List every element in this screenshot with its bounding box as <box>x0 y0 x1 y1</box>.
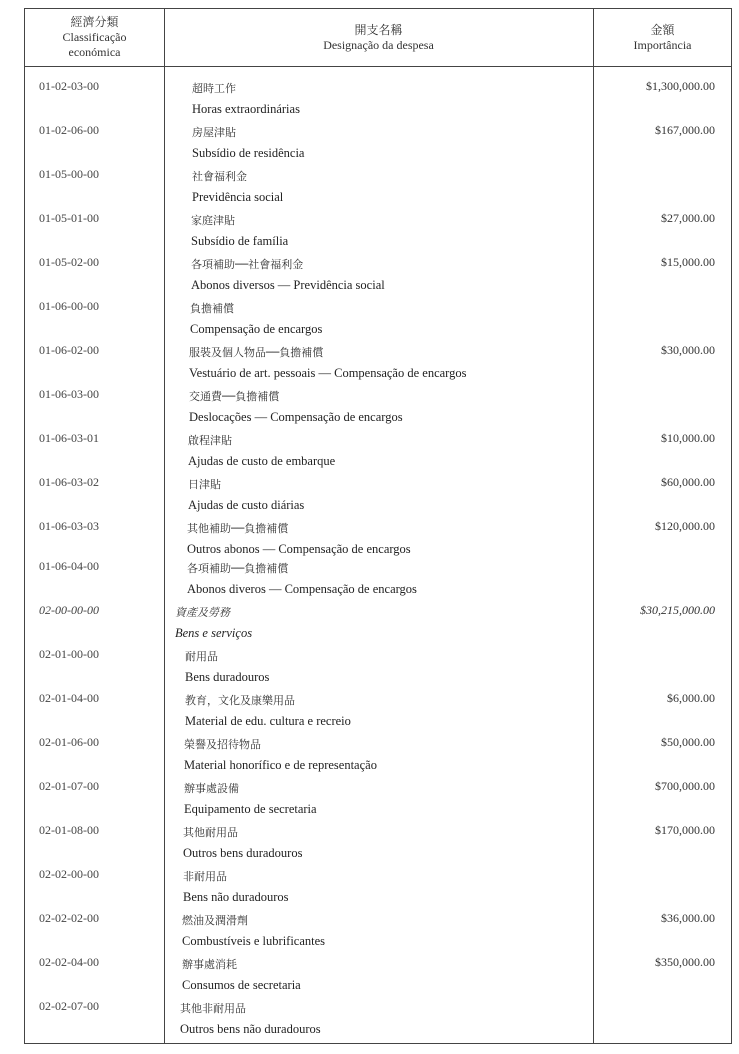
row-code: 02-02-07-00 <box>39 999 99 1013</box>
row-amount: $36,000.00 <box>661 911 715 925</box>
row-amount: $167,000.00 <box>655 123 715 137</box>
table-row <box>25 911 731 955</box>
row-code: 02-01-00-00 <box>39 647 99 661</box>
row-designation-zh: 啟程津貼 <box>188 434 232 447</box>
row-code: 01-05-01-00 <box>39 211 99 225</box>
row-code: 02-01-07-00 <box>39 779 99 793</box>
row-designation-pt: Abonos diveros — Compensação de encargos <box>187 582 417 596</box>
row-amount: $30,000.00 <box>661 343 715 357</box>
row-designation-pt: Outros abonos — Compensação de encargos <box>187 542 411 556</box>
row-designation-pt: Vestuário de art. pessoais — Compensação de encargos <box>189 366 467 380</box>
row-designation <box>192 79 300 119</box>
row-code: 01-06-03-00 <box>39 387 99 401</box>
row-designation <box>191 255 385 295</box>
row-designation <box>192 123 304 163</box>
row-designation-pt: Material honorífico e de representação <box>184 758 377 772</box>
row-designation <box>184 779 317 819</box>
row-code: 02-02-00-00 <box>39 867 99 881</box>
row-designation-zh: 其他補助──負擔補償 <box>187 522 289 535</box>
row-designation <box>183 823 302 863</box>
row-code: 01-05-02-00 <box>39 255 99 269</box>
table-row <box>25 343 731 387</box>
row-designation <box>189 343 466 383</box>
table-row <box>25 779 731 823</box>
table-row <box>25 955 731 999</box>
table-row <box>25 999 731 1043</box>
row-amount: $50,000.00 <box>661 735 715 749</box>
row-code: 02-01-06-00 <box>39 735 99 749</box>
row-designation-zh: 辦事處設備 <box>184 782 239 795</box>
row-code: 01-06-03-03 <box>39 519 99 533</box>
row-designation-zh: 各項補助──負擔補償 <box>187 562 289 575</box>
row-amount: $27,000.00 <box>661 211 715 225</box>
row-code: 01-06-00-00 <box>39 299 99 313</box>
table-row <box>25 123 731 167</box>
table-row <box>25 387 731 431</box>
row-designation-pt: Ajudas de custo de embarque <box>188 454 336 468</box>
row-designation <box>189 387 403 427</box>
row-designation-pt: Outros bens duradouros <box>183 846 303 860</box>
table-row <box>25 735 731 779</box>
row-designation-zh: 交通費──負擔補償 <box>189 390 280 403</box>
row-designation-pt: Ajudas de custo diárias <box>188 498 305 512</box>
row-designation-pt: Bens duradouros <box>185 670 270 684</box>
row-designation <box>182 955 301 995</box>
table-row <box>25 559 731 603</box>
table-row <box>25 475 731 519</box>
row-designation-zh: 資產及勞務 <box>175 606 230 619</box>
row-amount: $120,000.00 <box>655 519 715 533</box>
row-designation-pt: Combustíveis e lubrificantes <box>182 934 326 948</box>
row-designation-zh: 燃油及潤滑劑 <box>182 914 248 927</box>
row-designation-pt: Bens e serviços <box>175 626 253 640</box>
row-code: 02-01-04-00 <box>39 691 99 705</box>
budget-table <box>24 8 732 1044</box>
table-row <box>25 519 731 563</box>
row-designation <box>183 867 289 907</box>
row-designation-pt: Outros bens não duradouros <box>180 1022 321 1036</box>
row-code: 01-06-04-00 <box>39 559 99 573</box>
row-designation <box>185 691 351 731</box>
row-designation-zh: 其他非耐用品 <box>180 1002 246 1015</box>
row-amount: $1,300,000.00 <box>646 79 715 93</box>
row-designation <box>187 519 411 559</box>
header-amount <box>593 9 732 66</box>
row-designation-pt: Subsídio de família <box>191 234 289 248</box>
row-designation-pt: Deslocações — Compensação de encargos <box>189 410 403 424</box>
row-designation-zh: 其他耐用品 <box>183 826 238 839</box>
table-row <box>25 299 731 343</box>
header-designation <box>164 9 593 66</box>
row-code: 01-02-03-00 <box>39 79 99 93</box>
row-designation-pt: Horas extraordinárias <box>192 102 300 116</box>
row-designation-pt: Material de edu. cultura e recreio <box>185 714 351 728</box>
header-designation-zh: 開支名稱 <box>354 22 403 37</box>
row-amount: $6,000.00 <box>667 691 715 705</box>
row-designation-zh: 家庭津貼 <box>191 214 235 227</box>
row-designation-zh: 房屋津貼 <box>192 126 236 139</box>
row-designation <box>185 647 269 687</box>
row-designation-pt: Abonos diversos — Previdência social <box>191 278 385 292</box>
header-amount-zh: 金額 <box>650 22 675 37</box>
row-amount: $60,000.00 <box>661 475 715 489</box>
header-classification-pt2: económica <box>68 45 121 59</box>
row-amount: $10,000.00 <box>661 431 715 445</box>
header-classification-pt1: Classificação <box>62 30 127 44</box>
row-designation <box>180 999 321 1039</box>
row-designation-pt: Compensação de encargos <box>190 322 323 336</box>
table-row <box>25 823 731 867</box>
row-code: 02-02-02-00 <box>39 911 99 925</box>
row-amount: $700,000.00 <box>655 779 715 793</box>
row-code: 02-02-04-00 <box>39 955 99 969</box>
row-code: 01-06-02-00 <box>39 343 99 357</box>
table-row <box>25 211 731 255</box>
header-divider <box>25 66 731 67</box>
row-designation-pt: Bens não duradouros <box>183 890 289 904</box>
row-designation <box>188 475 304 515</box>
row-designation-zh: 負擔補償 <box>190 302 234 315</box>
table-row <box>25 255 731 299</box>
row-code: 02-00-00-00 <box>39 603 99 617</box>
row-designation-zh: 榮譽及招待物品 <box>184 738 261 751</box>
row-code: 01-06-03-01 <box>39 431 99 445</box>
row-code: 01-06-03-02 <box>39 475 99 489</box>
table-row <box>25 167 731 211</box>
row-code: 01-02-06-00 <box>39 123 99 137</box>
table-row <box>25 79 731 123</box>
row-amount: $350,000.00 <box>655 955 715 969</box>
row-amount: $15,000.00 <box>661 255 715 269</box>
header-amount-pt: Importância <box>633 37 692 52</box>
row-designation-zh: 非耐用品 <box>183 870 227 883</box>
row-designation-zh: 耐用品 <box>185 650 218 663</box>
table-row <box>25 691 731 735</box>
row-designation <box>182 911 325 951</box>
header-classification <box>25 9 164 66</box>
table-row <box>25 431 731 475</box>
row-code: 01-05-00-00 <box>39 167 99 181</box>
row-designation <box>175 603 252 643</box>
row-designation-zh: 社會福利金 <box>192 170 247 183</box>
row-designation-zh: 教育，文化及康樂用品 <box>185 694 295 707</box>
row-designation-pt: Previdência social <box>192 190 284 204</box>
row-designation-pt: Consumos de secretaria <box>182 978 301 992</box>
row-designation-pt: Equipamento de secretaria <box>184 802 317 816</box>
header-designation-pt: Designação da despesa <box>323 37 434 52</box>
row-designation <box>188 431 335 471</box>
row-amount: $30,215,000.00 <box>640 603 715 617</box>
row-amount: $170,000.00 <box>655 823 715 837</box>
row-designation-zh: 日津貼 <box>188 478 221 491</box>
row-designation <box>190 299 322 339</box>
table-row <box>25 603 731 647</box>
row-designation <box>192 167 283 207</box>
header-classification-zh: 經濟分類 <box>70 15 119 29</box>
table-row <box>25 867 731 911</box>
row-designation-zh: 各項補助──社會福利金 <box>191 258 304 271</box>
row-designation-pt: Subsídio de residência <box>192 146 305 160</box>
row-code: 02-01-08-00 <box>39 823 99 837</box>
table-row <box>25 647 731 691</box>
row-designation-zh: 辦事處消耗 <box>182 958 237 971</box>
row-designation <box>187 559 417 599</box>
row-designation-zh: 服裝及個人物品──負擔補償 <box>189 346 324 359</box>
row-designation-zh: 超時工作 <box>192 82 236 95</box>
row-designation <box>191 211 288 251</box>
row-designation <box>184 735 377 775</box>
